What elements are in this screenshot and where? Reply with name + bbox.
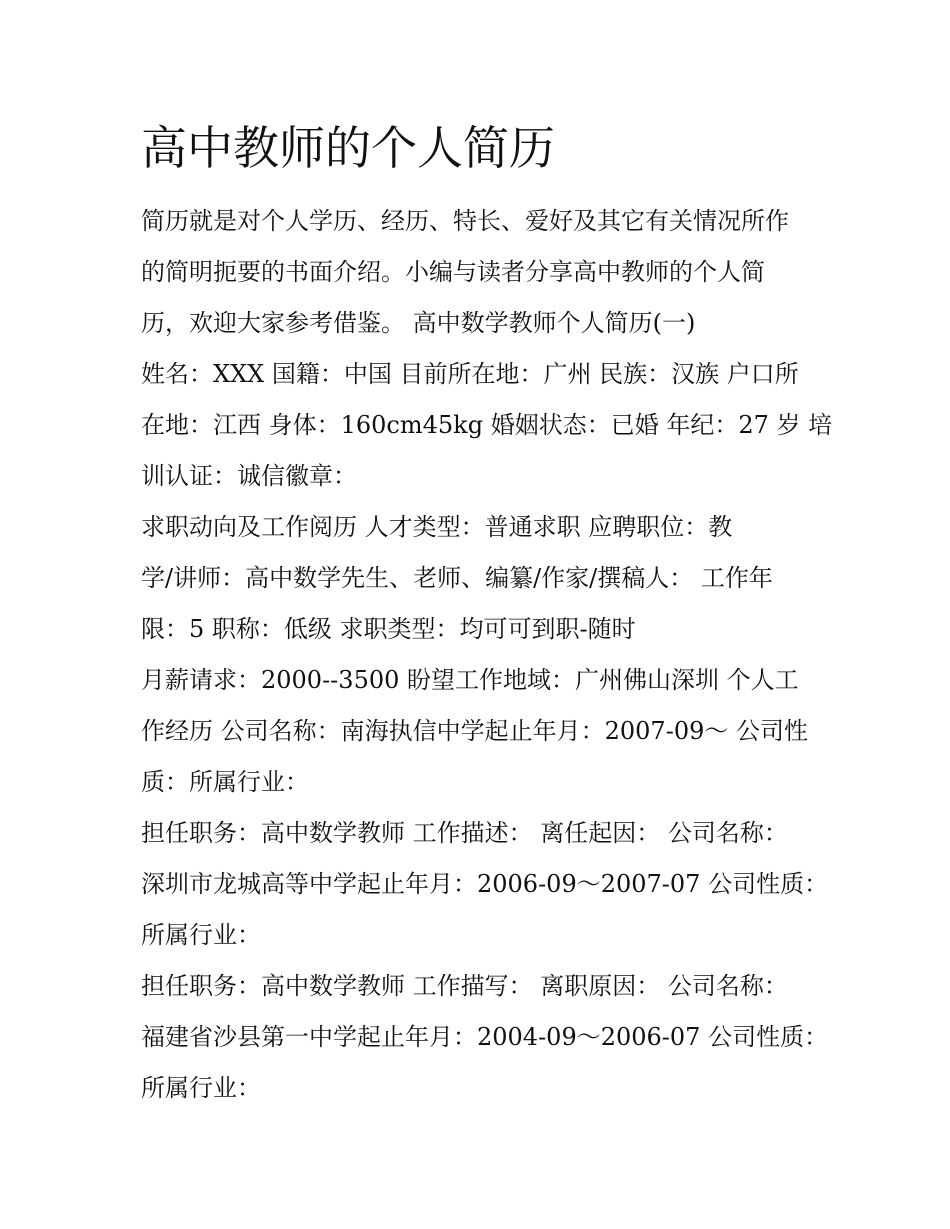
text-line: 姓名：XXX 国籍：中国 目前所在地：广州 民族：汉族 户口所: [141, 360, 799, 388]
text-line: 的简明扼要的书面介绍。小编与读者分享高中教师的个人简: [141, 258, 765, 286]
text-line: 所属行业：: [141, 1074, 261, 1102]
text-line: 质：所属行业：: [141, 768, 309, 796]
text-line: 作经历 公司名称：南海执信中学起止年月：2007-09～ 公司性: [141, 717, 808, 745]
document-body: [141, 196, 833, 1114]
text-line: 学/讲师：高中数学先生、老师、编纂/作家/撰稿人： 工作年: [141, 564, 773, 592]
text-line: 深圳市龙城高等中学起止年月：2006-09～2007-07 公司性质：: [141, 870, 829, 898]
text-line: 福建省沙县第一中学起止年月：2004-09～2006-07 公司性质：: [141, 1023, 829, 1051]
text-line: 在地：江西 身体：160cm45kg 婚姻状态：已婚 年纪：27 岁 培: [141, 411, 833, 439]
text-line: 简历就是对个人学历、经历、特长、爱好及其它有关情况所作: [141, 207, 789, 235]
text-line: 限：5 职称：低级 求职类型：均可可到职-随时: [141, 615, 636, 643]
text-line: 求职动向及工作阅历 人才类型：普通求职 应聘职位：教: [141, 513, 733, 541]
text-line: 训认证：诚信徽章：: [141, 462, 357, 490]
text-line: 担任职务：高中数学教师 工作描写： 离职原因： 公司名称：: [141, 972, 788, 1000]
text-line: 担任职务：高中数学教师 工作描述： 离任起因： 公司名称：: [141, 819, 788, 847]
page-title: 高中教师的个人简历: [141, 121, 555, 175]
text-line: 所属行业：: [141, 921, 261, 949]
text-line: 历，欢迎大家参考借鉴。 高中数学教师个人简历(一): [141, 309, 696, 337]
text-line: 月薪请求：2000--3500 盼望工作地域：广州佛山深圳 个人工: [141, 666, 799, 694]
